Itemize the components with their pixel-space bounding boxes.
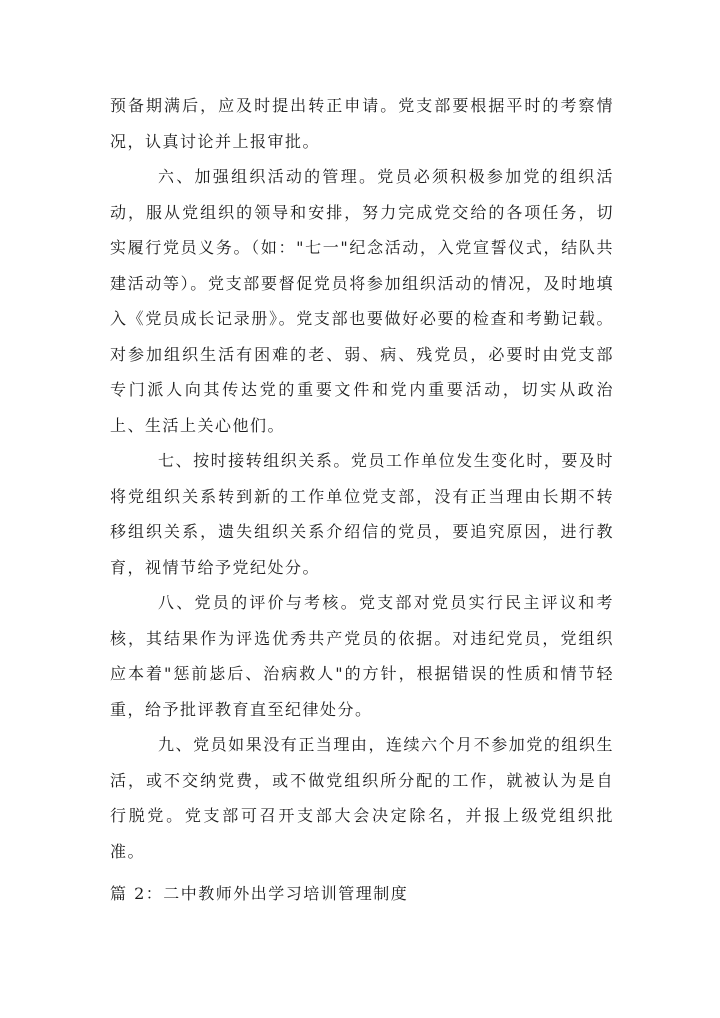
paragraph-leaving-party: 九、党员如果没有正当理由，连续六个月不参加党的组织生活，或不交纳党费，或不做党组织所分配的工作，就被认为是自行脱党。党支部可召开支部大会决定除名，并报上级党组织批准。 <box>110 735 614 861</box>
section-heading: 篇 2：二中教师外出学习培训管理制度 <box>110 884 409 903</box>
body-text <box>110 88 614 869</box>
paragraph-evaluation-assessment: 八、党员的评价与考核。党支部对党员实行民主评议和考核，其结果作为评选优秀共产党员的依据。对违纪党员，党组织应本着"惩前毖后、治病救人"的方针，根据错误的性质和情节轻重，给予批评教育直至纪律处分。 <box>110 593 614 719</box>
paragraph-transfer-relations: 七、按时接转组织关系。党员工作单位发生变化时，要及时将党组织关系转到新的工作单位党支部，没有正当理由长期不转移组织关系，遗失组织关系介绍信的党员，要追究原因，进行教育，视情节给予党纪处分。 <box>110 451 614 577</box>
paragraph-organization-activities: 六、加强组织活动的管理。党员必须积极参加党的组织活动，服从党组织的领导和安排，努力完成党交给的各项任务，切实履行党员义务。（如："七一"纪念活动，入党宣誓仪式，结队共建活动等）。党支部要督促党员将参加组织活动的情况，及时地填入《党员成长记录册》。党支部也要做好必要的检查和考勤记载。对参加组织生活有困难的老、弱、病、残党员，必要时由党支部专门派人向其传达党的重要文件和党内重要活动，切实从政治上、生活上关心他们。 <box>110 167 614 435</box>
paragraph-probation-continuation: 预备期满后，应及时提出转正申请。党支部要根据平时的考察情况，认真讨论并上报审批。 <box>110 96 614 151</box>
